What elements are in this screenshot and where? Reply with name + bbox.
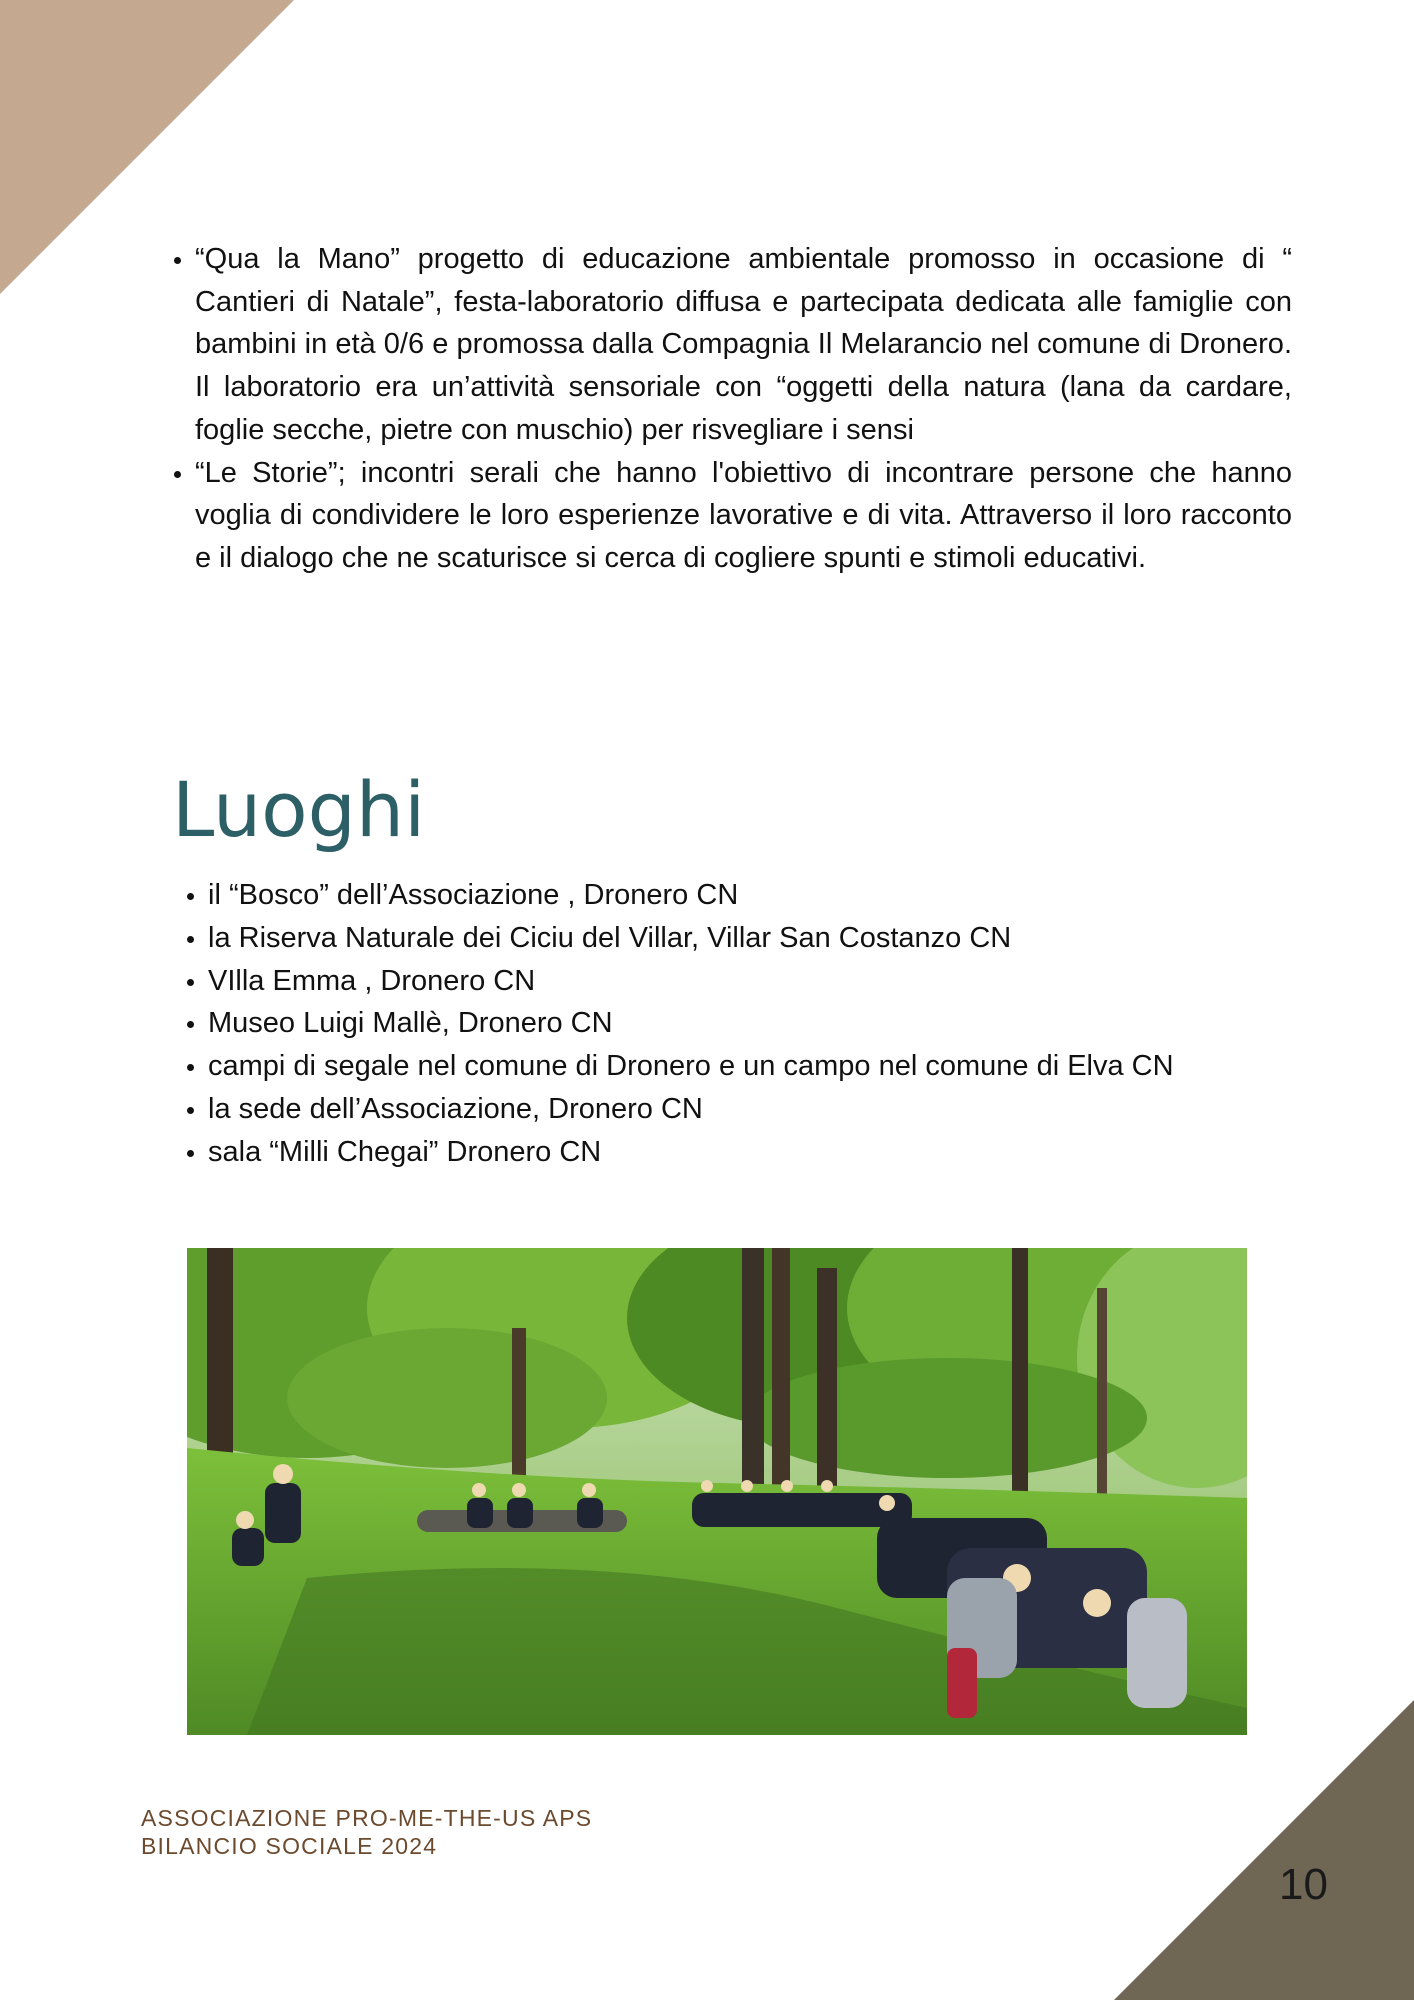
place-item: • la sede dell’Associazione, Dronero CN <box>208 1088 1318 1131</box>
place-item: • la Riserva Naturale dei Ciciu del Villar, Villar San Costanzo CN <box>208 917 1318 960</box>
footer-organization <box>141 1804 592 1860</box>
activity-item: • “Le Storie”; incontri serali che hanno l'obiettivo di incontrare persone che hanno voglia di condividere le loro esperienze lavorative e di vita. Attraverso il loro racconto e il dialogo che ne scaturisce si cerca di cogliere spunti e stimoli educativi. <box>195 452 1292 580</box>
corner-decoration-bottom-right <box>1114 1700 1414 2000</box>
section-title-luoghi: Luoghi <box>172 765 426 854</box>
forest-group-photo <box>187 1248 1247 1735</box>
place-item: • VIlla Emma , Dronero CN <box>208 960 1318 1003</box>
place-item: • il “Bosco” dell’Associazione , Dronero CN <box>208 874 1318 917</box>
activities-list <box>150 238 1292 580</box>
place-item: • Museo Luigi Mallè, Dronero CN <box>208 1002 1318 1045</box>
place-item: • campi di segale nel comune di Dronero e un campo nel comune di Elva CN <box>208 1045 1318 1088</box>
footer-report-title: BILANCIO SOCIALE 2024 <box>141 1833 438 1859</box>
footer-org-name: ASSOCIAZIONE PRO-ME-THE-US APS <box>141 1805 593 1831</box>
page-number: 10 <box>1279 1860 1328 1909</box>
places-list <box>160 874 1318 1174</box>
activity-item: • “Qua la Mano” progetto di educazione ambientale promosso in occasione di “ Cantieri di Natale”, festa-laboratorio diffusa e partecipata dedicata alle famiglie con bambini in età 0/6 e promossa dalla Compagnia Il Melarancio nel comune di Dronero. Il laboratorio era un’attività sensoriale con “oggetti della natura (lana da cardare, foglie secche, pietre con muschio) per risvegliare i sensi <box>195 238 1292 452</box>
place-item: • sala “Milli Chegai” Dronero CN <box>208 1131 1318 1174</box>
